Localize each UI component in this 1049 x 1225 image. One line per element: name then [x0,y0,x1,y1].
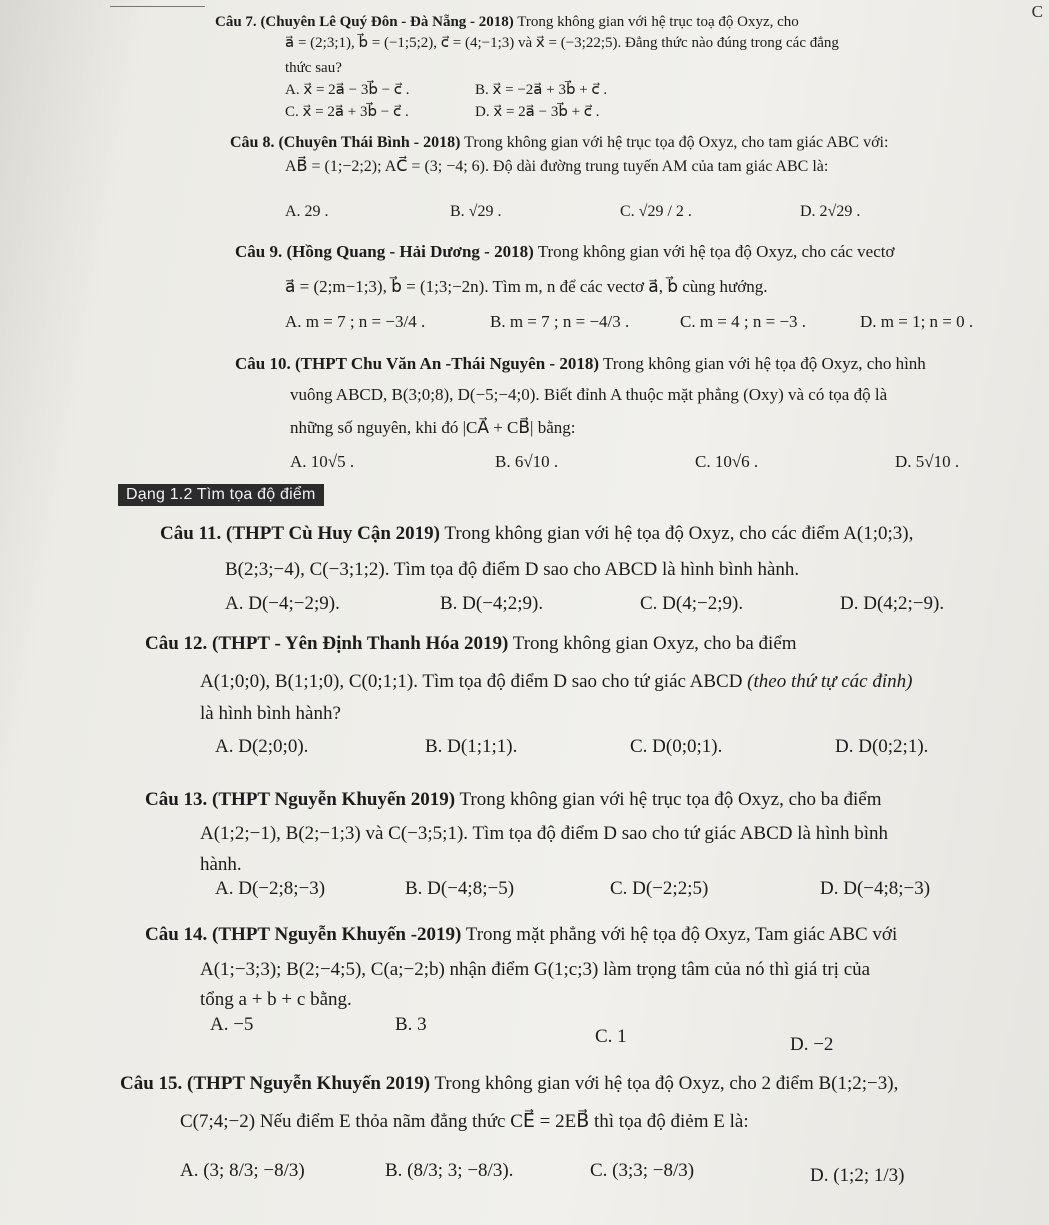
question-14-option-b[interactable]: B. 3 [395,1014,427,1035]
question-7-line-3: thức sau? [285,60,342,76]
question-12-option-a[interactable]: A. D(2;0;0). [215,736,309,757]
question-12-line-2 [200,670,912,694]
question-13-label: Câu 13. [145,789,208,810]
question-11-option-c[interactable]: C. D(4;−2;9). [640,593,744,614]
question-8-option-a[interactable]: A. 29 . [285,203,329,220]
question-10-label: Câu 10. [235,354,291,373]
question-12-label: Câu 12. [145,633,208,654]
question-7-option-b[interactable]: B. x⃗ = −2a⃗ + 3b⃗ + c⃗ . [475,82,608,98]
question-8-text-1: Trong không gian với hệ trục tọa độ Oxyz, cho tam giác ABC với: [464,134,889,151]
question-13-option-b[interactable]: B. D(−4;8;−5) [405,878,515,899]
question-8-option-d[interactable]: D. 2√29 . [800,203,861,220]
question-9-line-1 [235,240,895,264]
question-7-source: (Chuyên Lê Quý Đôn - Đà Nẵng - 2018) [260,14,514,30]
question-14-text-1: Trong mặt phẳng với hệ tọa độ Oxyz, Tam giác ABC với [465,924,898,945]
question-10-line-2: vuông ABCD, B(3;0;8), D(−5;−4;0). Biết đỉnh A thuộc mặt phẳng (Oxy) và có tọa độ là [290,385,888,404]
question-14-option-a[interactable]: A. −5 [210,1014,254,1035]
question-14-option-d[interactable]: D. −2 [790,1034,834,1055]
question-15-line-1 [120,1072,898,1096]
question-15-option-d[interactable]: D. (1;2; 1/3) [810,1165,905,1186]
question-15-text-1: Trong không gian với hệ tọa độ Oxyz, cho 2 điểm B(1;2;−3), [434,1073,899,1094]
question-12-option-c[interactable]: C. D(0;0;1). [630,736,723,757]
question-11-option-d[interactable]: D. D(4;2;−9). [840,593,945,614]
question-14-source: (THPT Nguyễn Khuyến -2019) [212,924,462,945]
question-10-line-3: những số nguyên, khi đó |CA⃗ + CB⃗| bằng: [290,418,576,437]
question-13-text-1: Trong không gian với hệ trục tọa độ Oxyz, cho ba điểm [459,789,882,810]
question-10-source: (THPT Chu Văn An -Thái Nguyên - 2018) [294,354,600,373]
question-7-option-a[interactable]: A. x⃗ = 2a⃗ − 3b⃗ − c⃗ . [285,82,410,98]
question-10-option-c[interactable]: C. 10√6 . [695,452,759,471]
question-13-option-d[interactable]: D. D(−4;8;−3) [820,878,931,899]
question-10-line-1 [235,352,926,376]
question-13-source: (THPT Nguyễn Khuyến 2019) [212,789,456,810]
section-header: Dạng 1.2 Tìm tọa độ điểm [118,484,324,506]
question-13-line-3: hành. [200,854,242,875]
question-12-source: (THPT - Yên Định Thanh Hóa 2019) [212,633,509,654]
question-15-option-a[interactable]: A. (3; 8/3; −8/3) [180,1160,305,1181]
question-7-option-c[interactable]: C. x⃗ = 2a⃗ + 3b⃗ − c⃗ . [285,104,409,120]
question-11-source: (THPT Cù Huy Cận 2019) [226,523,440,544]
question-13-line-2: A(1;2;−1), B(2;−1;3) và C(−3;5;1). Tìm tọa độ điểm D sao cho tứ giác ABCD là hình bình [200,823,889,844]
question-13-option-c[interactable]: C. D(−2;2;5) [610,878,709,899]
question-15-source: (THPT Nguyễn Khuyến 2019) [187,1073,431,1094]
question-8-line-2: AB⃗ = (1;−2;2); AC⃗ = (3; −4; 6). Độ dài đường trung tuyến AM của tam giác ABC là: [285,158,829,175]
question-9-option-c[interactable]: C. m = 4 ; n = −3 . [680,312,807,331]
question-15-line-2: C(7;4;−2) Nếu điểm E thỏa nãm đẳng thức CE⃗ = 2EB⃗ thì tọa độ điẻm E là: [180,1111,749,1132]
question-9-option-d[interactable]: D. m = 1; n = 0 . [860,312,974,331]
question-11-line-2: B(2;3;−4), C(−3;1;2). Tìm tọa độ điểm D sao cho ABCD là hình bình hành. [225,559,800,580]
question-11-label: Câu 11. [160,523,222,544]
question-12-option-d[interactable]: D. D(0;2;1). [835,736,929,757]
question-11-option-b[interactable]: B. D(−4;2;9). [440,593,544,614]
question-8-source: (Chuyên Thái Bình - 2018) [278,134,461,151]
question-10-option-b[interactable]: B. 6√10 . [495,452,559,471]
question-8-line-1 [230,133,888,153]
question-15-label: Câu 15. [120,1073,183,1094]
top-divider [110,6,205,7]
question-13-option-a[interactable]: A. D(−2;8;−3) [215,878,326,899]
question-7-option-d[interactable]: D. x⃗ = 2a⃗ − 3b⃗ + c⃗ . [475,104,600,120]
question-14-label: Câu 14. [145,924,208,945]
question-10-text-1: Trong không gian với hệ tọa độ Oxyz, cho hình [602,354,926,373]
question-8-option-b[interactable]: B. √29 . [450,203,502,220]
question-9-source: (Hồng Quang - Hải Dương - 2018) [286,242,534,261]
question-10-option-a[interactable]: A. 10√5 . [290,452,355,471]
question-11-option-a[interactable]: A. D(−4;−2;9). [225,593,340,614]
question-11-text-1: Trong không gian với hệ tọa độ Oxyz, cho các điểm A(1;0;3), [444,523,914,544]
question-9-text-1: Trong không gian với hệ tọa độ Oxyz, cho các vectơ [537,242,895,261]
corner-mark: C [1031,2,1043,21]
question-15-option-b[interactable]: B. (8/3; 3; −8/3). [385,1160,514,1181]
question-12-text-3: (theo thứ tự các đỉnh) [747,671,913,692]
question-10-option-d[interactable]: D. 5√10 . [895,452,960,471]
question-9-option-a[interactable]: A. m = 7 ; n = −3/4 . [285,312,426,331]
question-15-option-c[interactable]: C. (3;3; −8/3) [590,1160,695,1181]
question-9-label: Câu 9. [235,242,283,261]
question-11-line-1 [160,522,913,546]
question-8-option-c[interactable]: C. √29 / 2 . [620,203,692,220]
question-7-label: Câu 7. [215,14,257,30]
question-8-label: Câu 8. [230,134,275,151]
question-14-line-3: tổng a + b + c bằng. [200,989,352,1010]
question-9-option-b[interactable]: B. m = 7 ; n = −4/3 . [490,312,630,331]
question-12-text-2: A(1;0;0), B(1;1;0), C(0;1;1). Tìm tọa độ điểm D sao cho tứ giác ABCD [200,671,743,692]
question-7-line-2: a⃗ = (2;3;1), b⃗ = (−1;5;2), c⃗ = (4;−1;3) và x⃗ = (−3;22;5). Đẳng thức nào đúng trong các đẳng [285,35,839,51]
question-7-line-1 [215,12,799,32]
question-14-line-1 [145,923,897,947]
question-14-option-c[interactable]: C. 1 [595,1026,627,1047]
question-12-option-b[interactable]: B. D(1;1;1). [425,736,518,757]
question-14-line-2: A(1;−3;3); B(2;−4;5), C(a;−2;b) nhận điểm G(1;c;3) làm trọng tâm của nó thì giá trị của [200,959,871,980]
question-12-line-4: là hình bình hành? [200,703,341,724]
question-12-line-1 [145,632,797,656]
question-7-text-1: Trong không gian với hệ trục toạ độ Oxyz, cho [517,14,799,30]
question-13-line-1 [145,788,881,812]
question-9-line-2: a⃗ = (2;m−1;3), b⃗ = (1;3;−2n). Tìm m, n để các vectơ a⃗, b⃗ cùng hướng. [285,277,768,296]
question-12-text-1: Trong không gian Oxyz, cho ba điểm [512,633,797,654]
